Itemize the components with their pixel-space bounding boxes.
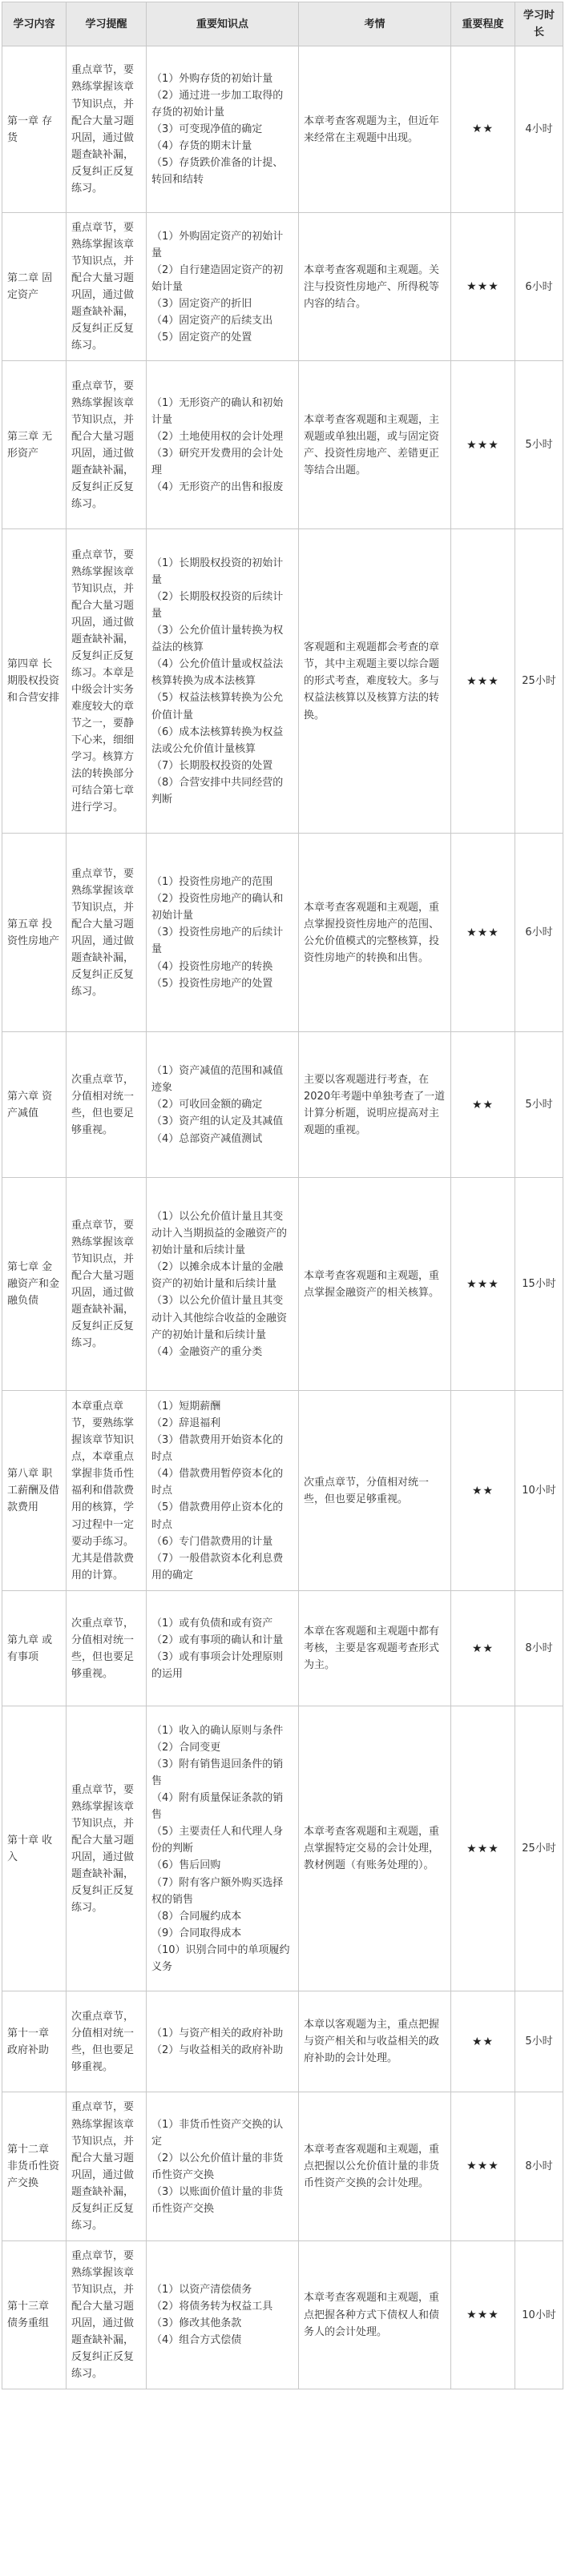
key-point-item: （3）可变现净值的确定	[151, 123, 263, 136]
table-row	[2, 46, 563, 213]
chapter-name: 第二章 固定资产	[2, 213, 67, 361]
study-duration: 6小时	[515, 213, 563, 361]
study-duration: 4小时	[515, 46, 563, 213]
key-point-item: （5）主要责任人和代理人身份的判断	[151, 1826, 284, 1855]
key-point-item: （3）公允价值计量转换为权益法的核算	[151, 625, 284, 654]
exam-situation: 本章考查客观题和主观题，重点把握以公允价值计量的非货币性资产交换的会计处理。	[299, 2092, 451, 2240]
importance-stars: ★★★	[451, 2092, 515, 2240]
key-point-item: （4）固定资产的后续支出	[151, 314, 273, 327]
key-point-item: （7）附有客户额外购买选择权的销售	[151, 1876, 284, 1906]
key-point-item: （3）或有事项会计处理原则的运用	[151, 1650, 284, 1681]
table-row	[2, 529, 563, 834]
chapter-name: 第十二章 非货币性资产交换	[2, 2092, 67, 2240]
exam-situation: 本章考查客观题和主观题。关注与投资性房地产、所得税等内容的结合。	[299, 213, 451, 361]
key-point-item: （1）收入的确认原则与条件	[151, 1725, 284, 1738]
key-point-item: （7）一般借款资本化利息费用的确定	[151, 1552, 284, 1581]
key-points-list	[147, 1706, 299, 1991]
key-point-item: （3）固定资产的折旧	[151, 297, 252, 310]
table-row	[2, 1591, 563, 1706]
exam-situation: 次重点章节，分值相对统一些，但也要足够重视。	[299, 1391, 451, 1591]
key-points-list	[147, 2240, 299, 2389]
key-point-item: （1）外购固定资产的初始计量	[151, 230, 284, 259]
key-points-list	[147, 1032, 299, 1178]
study-duration: 6小时	[515, 834, 563, 1032]
exam-situation: 本章考查客观题和主观题，重点掌握特定交易的会计处理，教材例题（有账务处理的）。	[299, 1706, 451, 1991]
exam-situation: 主要以客观题进行考查，在2020年考题中单独考查了一道计算分析题，说明应提高对主观题的重视。	[299, 1032, 451, 1178]
key-point-item: （3）以账面价值计量的非货币性资产交换	[151, 2185, 284, 2215]
key-point-item: （2）以摊余成本计量的金融资产的初始计量和后续计量	[151, 1261, 284, 1291]
study-tip: 重点章节，要熟练掌握该章节知识点，并配合大量习题巩固，通过做题查缺补漏，反复纠正反复练习。	[67, 1178, 147, 1391]
study-duration: 5小时	[515, 361, 563, 529]
importance-stars: ★★★	[451, 2240, 515, 2389]
chapter-name: 第八章 职工薪酬及借款费用	[2, 1391, 67, 1591]
table-body	[2, 46, 563, 2389]
key-point-item: （1）资产减值的范围和减值迹象	[151, 1065, 284, 1095]
key-point-item: （3）研究开发费用的会计处理	[151, 447, 284, 477]
key-point-item: （4）总部资产减值测试	[151, 1132, 263, 1145]
key-point-item: （4）组合方式偿债	[151, 2334, 242, 2347]
study-duration: 5小时	[515, 1991, 563, 2092]
key-point-item: （4）无形资产的出售和报废	[151, 481, 284, 494]
key-point-item: （4）金融资产的重分类	[151, 1345, 263, 1358]
key-point-item: （6）专门借款费用的计量	[151, 1535, 273, 1548]
study-duration: 25小时	[515, 529, 563, 834]
key-point-item: （2）与收益相关的政府补助	[151, 2044, 284, 2056]
key-point-item: （3）资产组的认定及其减值	[151, 1115, 284, 1128]
chapter-name: 第三章 无形资产	[2, 361, 67, 529]
table-row	[2, 1032, 563, 1178]
key-points-list	[147, 834, 299, 1032]
key-point-item: （2）可收回金额的确定	[151, 1099, 263, 1111]
key-point-item: （2）投资性房地产的确认和初始计量	[151, 893, 284, 922]
key-point-item: （1）以资产清偿债务	[151, 2283, 252, 2296]
exam-situation: 本章以客观题为主，重点把握与资产相关和与收益相关的政府补助的会计处理。	[299, 1991, 451, 2092]
study-plan-table-wrapper	[2, 2, 563, 2389]
exam-situation: 客观题和主观题都会考查的章节，其中主观题主要以综合题的形式考查，难度较大。多与权益法核算以及核算方法的转换。	[299, 529, 451, 834]
exam-situation: 本章考查客观题和主观题，重点掌握金融资产的相关核算。	[299, 1178, 451, 1391]
study-duration: 10小时	[515, 2240, 563, 2389]
key-point-item: （5）权益法核算转换为公允价值计量	[151, 692, 284, 721]
chapter-name: 第一章 存货	[2, 46, 67, 213]
key-point-item: （8）合同履约成本	[151, 1910, 242, 1923]
key-point-item: （1）无形资产的确认和初始计量	[151, 396, 284, 426]
key-points-list	[147, 2092, 299, 2240]
study-tip: 重点章节，要熟练掌握该章节知识点，并配合大量习题巩固，通过做题查缺补漏，反复纠正反复练习。	[67, 361, 147, 529]
key-point-item: （9）合同取得成本	[151, 1927, 242, 1939]
exam-situation: 本章考查客观题和主观题，重点把握各种方式下债权人和债务人的会计处理。	[299, 2240, 451, 2389]
header-row	[2, 2, 563, 46]
chapter-name: 第十三章 债务重组	[2, 2240, 67, 2389]
key-point-item: （6）售后回购	[151, 1859, 221, 1872]
key-point-item: （3）借款费用开始资本化的时点	[151, 1434, 284, 1464]
study-tip: 次重点章节，分值相对统一些，但也要足够重视。	[67, 1591, 147, 1706]
key-point-item: （4）投资性房地产的转换	[151, 960, 273, 973]
study-duration: 15小时	[515, 1178, 563, 1391]
exam-situation: 本章考查客观题和主观题，重点掌握投资性房地产的范围、公允价值模式的完整核算，投资性房地产的转换和出售。	[299, 834, 451, 1032]
importance-stars: ★★★	[451, 361, 515, 529]
key-point-item: （2）土地使用权的会计处理	[151, 430, 284, 443]
key-point-item: （2）通过进一步加工取得的存货的初始计量	[151, 89, 284, 119]
key-point-item: （10）识别合同中的单项履约义务	[151, 1943, 290, 1973]
key-points-list	[147, 361, 299, 529]
key-point-item: （2）自行建造固定资产的初始计量	[151, 263, 284, 293]
importance-stars: ★★★	[451, 213, 515, 361]
key-points-list	[147, 1391, 299, 1591]
table-row	[2, 834, 563, 1032]
study-duration: 8小时	[515, 2092, 563, 2240]
table-row	[2, 1706, 563, 1991]
study-tip: 次重点章节，分值相对统一些，但也要足够重视。	[67, 1032, 147, 1178]
key-points-list	[147, 529, 299, 834]
chapter-name: 第十一章 政府补助	[2, 1991, 67, 2092]
study-tip: 重点章节，要熟练掌握该章节知识点，并配合大量习题巩固，通过做题查缺补漏，反复纠正反复练习。	[67, 46, 147, 213]
key-point-item: （3）投资性房地产的后续计量	[151, 926, 284, 956]
key-point-item: （2）以公允价值计量的非货币性资产交换	[151, 2152, 284, 2181]
key-point-item: （3）修改其他条款	[151, 2317, 242, 2330]
table-row	[2, 1391, 563, 1591]
chapter-name: 第九章 或有事项	[2, 1591, 67, 1706]
exam-situation: 本章考查客观题为主，但近年来经常在主观题中出现。	[299, 46, 451, 213]
key-point-item: （5）借款费用停止资本化的时点	[151, 1501, 284, 1531]
header-exam-situation: 考情	[299, 2, 451, 46]
key-point-item: （4）存货的期末计量	[151, 140, 252, 153]
study-tip: 重点章节，要熟练掌握该章节知识点，并配合大量习题巩固，通过做题查缺补漏，反复纠正反复练习。本章是中级会计实务难度较大的章节之一，要静下心来，细细学习。核算方法的转换部分可结合第七章进行学习。	[67, 529, 147, 834]
chapter-name: 第十章 收入	[2, 1706, 67, 1991]
importance-stars: ★★	[451, 1591, 515, 1706]
chapter-name: 第七章 金融资产和金融负债	[2, 1178, 67, 1391]
chapter-name: 第五章 投资性房地产	[2, 834, 67, 1032]
key-point-item: （3）附有销售退回条件的销售	[151, 1758, 284, 1788]
table-row	[2, 2092, 563, 2240]
key-point-item: （1）或有负债和或有资产	[151, 1617, 273, 1630]
key-points-list	[147, 46, 299, 213]
key-point-item: （1）以公允价值计量且其变动计入当期损益的金融资产的初始计量和后续计量	[151, 1211, 288, 1257]
study-duration: 8小时	[515, 1591, 563, 1706]
key-points-list	[147, 213, 299, 361]
key-point-item: （5）投资性房地产的处置	[151, 977, 273, 990]
importance-stars: ★★★	[451, 1706, 515, 1991]
key-point-item: （2）将债务转为权益工具	[151, 2300, 273, 2313]
key-point-item: （4）借款费用暂停资本化的时点	[151, 1468, 284, 1497]
key-point-item: （7）长期股权投资的处置	[151, 759, 273, 772]
chapter-name: 第六章 资产减值	[2, 1032, 67, 1178]
header-study-content: 学习内容	[2, 2, 67, 46]
study-tip: 重点章节，要熟练掌握该章节知识点，并配合大量习题巩固，通过做题查缺补漏，反复纠正反复练习。	[67, 1706, 147, 1991]
table-row	[2, 213, 563, 361]
study-duration: 5小时	[515, 1032, 563, 1178]
key-point-item: （5）固定资产的处置	[151, 331, 252, 344]
key-point-item: （1）与资产相关的政府补助	[151, 2027, 284, 2040]
importance-stars: ★★★	[451, 1178, 515, 1391]
key-points-list	[147, 1991, 299, 2092]
key-point-item: （1）长期股权投资的初始计量	[151, 557, 284, 587]
key-point-item: （1）非货币性资产交换的认定	[151, 2118, 284, 2148]
key-point-item: （1）短期薪酬	[151, 1401, 221, 1413]
study-tip: 重点章节，要熟练掌握该章节知识点，并配合大量习题巩固，通过做题查缺补漏，反复纠正反复练习。	[67, 2092, 147, 2240]
table-row	[2, 2240, 563, 2389]
key-point-item: （2）或有事项的确认和计量	[151, 1634, 284, 1646]
key-point-item: （2）长期股权投资的后续计量	[151, 591, 284, 621]
key-point-item: （2）辞退福利	[151, 1417, 221, 1430]
key-points-list	[147, 1178, 299, 1391]
study-tip: 次重点章节，分值相对统一些，但也要足够重视。	[67, 1991, 147, 2092]
importance-stars: ★★★	[451, 834, 515, 1032]
key-point-item: （2）合同变更	[151, 1742, 221, 1754]
importance-stars: ★★	[451, 1991, 515, 2092]
importance-stars: ★★	[451, 1032, 515, 1178]
importance-stars: ★★	[451, 1391, 515, 1591]
study-plan-table	[2, 2, 563, 2389]
study-duration: 10小时	[515, 1391, 563, 1591]
importance-stars: ★★★	[451, 529, 515, 834]
key-point-item: （4）附有质量保证条款的销售	[151, 1792, 284, 1822]
table-row	[2, 1991, 563, 2092]
header-study-tips: 学习提醒	[67, 2, 147, 46]
key-points-list	[147, 1591, 299, 1706]
study-duration: 25小时	[515, 1706, 563, 1991]
key-point-item: （6）成本法核算转换为权益法或公允价值计量核算	[151, 725, 284, 755]
key-point-item: （5）存货跌价准备的计提、转回和结转	[151, 157, 284, 187]
key-point-item: （3）以公允价值计量且其变动计入其他综合收益的金融资产的初始计量和后续计量	[151, 1295, 288, 1341]
study-tip: 重点章节，要熟练掌握该章节知识点，并配合大量习题巩固，通过做题查缺补漏，反复纠正反复练习。	[67, 213, 147, 361]
exam-situation: 本章考查客观题和主观题，主观题或单独出题，或与固定资产、投资性房地产、差错更正等结合出题。	[299, 361, 451, 529]
key-point-item: （1）投资性房地产的范围	[151, 876, 273, 889]
table-row	[2, 1178, 563, 1391]
key-point-item: （4）公允价值计量或权益法核算转换为成本法核算	[151, 658, 284, 688]
study-tip: 重点章节，要熟练掌握该章节知识点，并配合大量习题巩固，通过做题查缺补漏，反复纠正反复练习。	[67, 2240, 147, 2389]
study-tip: 重点章节，要熟练掌握该章节知识点，并配合大量习题巩固，通过做题查缺补漏，反复纠正反复练习。	[67, 834, 147, 1032]
study-tip: 本章重点章节，要熟练掌握该章节知识点，本章重点掌握非货币性福利和借款费用的核算，学习过程中一定要动手练习。尤其是借款费用的计算。	[67, 1391, 147, 1591]
key-point-item: （1）外购存货的初始计量	[151, 72, 273, 85]
importance-stars: ★★	[451, 46, 515, 213]
table-row	[2, 361, 563, 529]
header-importance: 重要程度	[451, 2, 515, 46]
key-point-item: （8）合营安排中共同经营的判断	[151, 776, 284, 806]
header-key-points: 重要知识点	[147, 2, 299, 46]
chapter-name: 第四章 长期股权投资和合营安排	[2, 529, 67, 834]
exam-situation: 本章在客观题和主观题中都有考核，主要是客观题考查形式为主。	[299, 1591, 451, 1706]
header-study-duration: 学习时长	[515, 2, 563, 46]
